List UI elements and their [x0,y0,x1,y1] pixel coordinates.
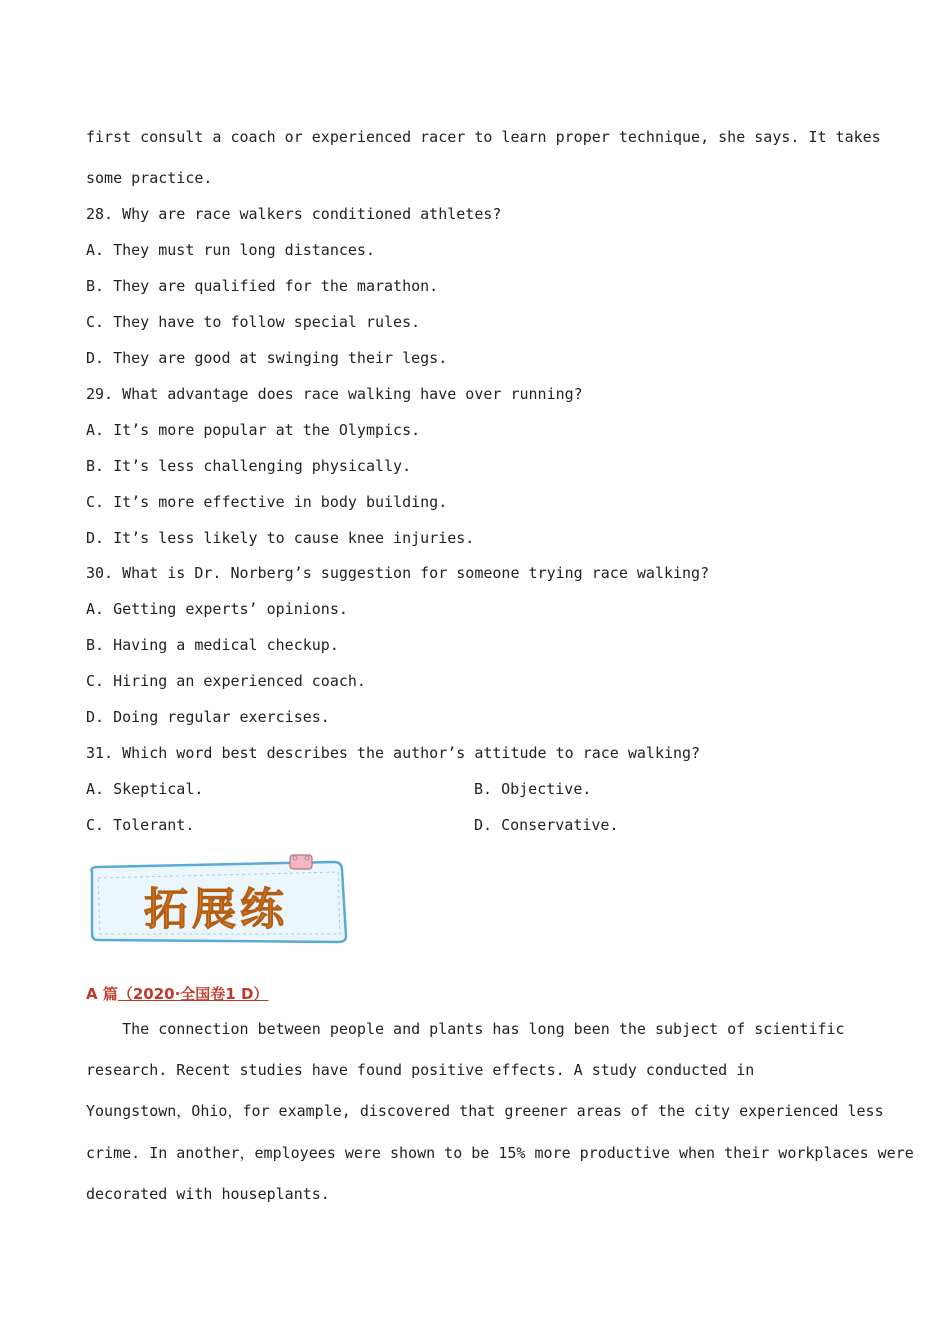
passage-line: some practice. [86,169,213,187]
banner-title: 拓展练 [144,884,288,935]
question-29-option-b: B. It’s less challenging physically. [86,457,412,475]
question-31-option-d: D. Conservative. [474,816,619,834]
question-28-option-d: D. They are good at swinging their legs. [86,349,448,367]
question-28-option-a: A. They must run long distances. [86,241,375,259]
question-28-stem: 28. Why are race walkers conditioned athletes? [86,205,502,223]
passage-a-line: crime. In another，employees were shown to be 15% more productive when their workplaces were [86,1144,914,1162]
question-29-option-a: A. It’s more popular at the Olympics. [86,421,421,439]
question-28-option-c: C. They have to follow special rules. [86,313,421,331]
section-label: A 篇 [86,985,118,1003]
passage-a-line: Youngstown，Ohio，for example, discovered that greener areas of the city experienced less [86,1102,884,1120]
question-29-option-d: D. It’s less likely to cause knee injuries. [86,529,475,547]
extension-practice-banner [84,852,348,944]
question-31-option-a: A. Skeptical. [86,780,204,798]
question-30-option-a: A. Getting experts’ opinions. [86,600,348,618]
question-30-option-b: B. Having a medical checkup. [86,636,339,654]
passage-a-line: The connection between people and plants has long been the subject of scientific [86,1020,845,1038]
question-29-stem: 29. What advantage does race walking have over running? [86,385,583,403]
question-30-option-d: D. Doing regular exercises. [86,708,330,726]
question-31-option-b: B. Objective. [474,780,592,798]
question-28-option-b: B. They are qualified for the marathon. [86,277,439,295]
section-source: （2020·全国卷1 D） [117,985,269,1003]
question-31-option-c: C. Tolerant. [86,816,195,834]
question-30-option-c: C. Hiring an experienced coach. [86,672,366,690]
binder-clip-icon [290,855,312,869]
section-heading [86,984,268,1004]
passage-a-line: research. Recent studies have found positive effects. A study conducted in [86,1061,755,1079]
passage-line: first consult a coach or experienced racer to learn proper technique, she says. It takes [86,128,881,146]
question-29-option-c: C. It’s more effective in body building. [86,493,448,511]
question-30-stem: 30. What is Dr. Norberg’s suggestion for someone trying race walking? [86,564,710,582]
question-31-stem: 31. Which word best describes the author’s attitude to race walking? [86,744,701,762]
passage-a-line: decorated with houseplants. [86,1185,330,1203]
